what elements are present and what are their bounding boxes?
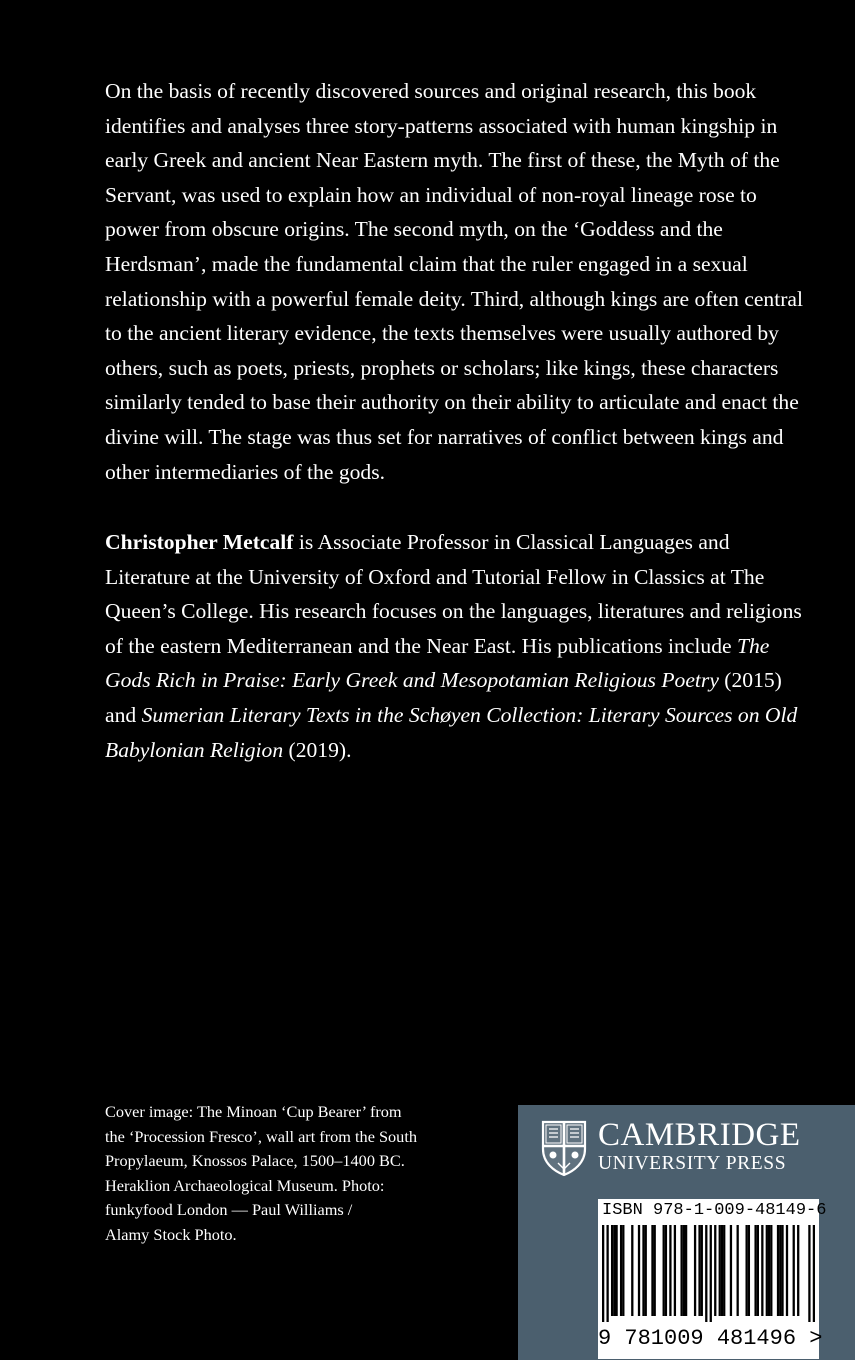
barcode-bar bbox=[723, 1225, 725, 1316]
barcode-bar bbox=[611, 1225, 613, 1316]
barcode-bar bbox=[674, 1225, 676, 1316]
barcode-bar bbox=[685, 1225, 687, 1316]
barcode-bar bbox=[754, 1225, 756, 1316]
author-name: Christopher Metcalf bbox=[105, 530, 294, 554]
barcode-bar bbox=[613, 1225, 615, 1316]
barcode-bar bbox=[770, 1225, 772, 1316]
description-text: On the basis of recently discovered sources and original research, this book identifies and analyses three story-patterns associated with human kingship in early Greek and ancient Near Eastern myth. The first of these, the Myth of the Servant, was used to explain how an individual of non-royal lineage rose to power from obscure origins. The second myth, on the ‘Goddess and the Herdsman’, made the fundamental claim that the ruler engaged in a sexual relationship with a powerful female deity. Third, although kings are often central to the ancient literary evidence, the texts themselves were usually authored by others, such as poets, priests, prophets or scholars; like kings, these characters similarly tended to base their authority on their ability to articulate and enact the divine will. The stage was thus set for narratives of conflict between kings and other intermediaries of the gods. bbox=[105, 79, 803, 484]
barcode-bar bbox=[786, 1225, 788, 1316]
isbn-barcode bbox=[598, 1199, 827, 1359]
barcode-bar bbox=[793, 1225, 795, 1316]
credit-line: Heraklion Archaeological Museum. Photo: bbox=[105, 1175, 385, 1195]
ean-digits: 9 781009 481496 > bbox=[598, 1326, 823, 1351]
barcode-bar bbox=[777, 1225, 779, 1316]
barcode-bar bbox=[606, 1225, 608, 1322]
publisher-panel bbox=[518, 1105, 855, 1360]
book-title-2: Sumerian Literary Texts in the Schøyen Collection: Literary Sources on Old Babylonian Religion bbox=[105, 702, 798, 762]
barcode-bar bbox=[683, 1225, 685, 1316]
barcode-bar bbox=[622, 1225, 624, 1316]
barcode-bar bbox=[710, 1225, 712, 1322]
barcode-bar bbox=[620, 1225, 622, 1316]
publisher-name: CAMBRIDGE bbox=[598, 1117, 801, 1153]
bio-text-2: (2015) and bbox=[105, 668, 782, 727]
barcode-bar bbox=[698, 1225, 700, 1316]
barcode-bar bbox=[631, 1225, 633, 1316]
credit-line: Alamy Stock Photo. bbox=[105, 1224, 237, 1244]
barcode-bar bbox=[745, 1225, 747, 1316]
barcode-bar bbox=[638, 1225, 640, 1316]
publisher-subname: UNIVERSITY PRESS bbox=[598, 1153, 787, 1174]
cambridge-crest-icon bbox=[540, 1119, 588, 1177]
barcode-bar bbox=[748, 1225, 750, 1316]
author-biography bbox=[105, 525, 805, 767]
barcode-bars bbox=[602, 1225, 815, 1322]
barcode-bar bbox=[705, 1225, 707, 1322]
barcode-bar bbox=[766, 1225, 768, 1316]
barcode-bar bbox=[721, 1225, 723, 1316]
credit-line: the ‘Procession Fresco’, wall art from the South bbox=[105, 1126, 417, 1146]
barcode-bar bbox=[663, 1225, 665, 1316]
barcode-bar bbox=[797, 1225, 799, 1316]
barcode-bar bbox=[757, 1225, 759, 1316]
credit-line: funkyfood London — Paul Williams / bbox=[105, 1200, 353, 1219]
cover-image-credit bbox=[105, 1100, 505, 1247]
barcode-bar bbox=[761, 1225, 763, 1316]
bio-text-3: (2019). bbox=[283, 737, 352, 762]
barcode-bar bbox=[714, 1225, 716, 1316]
barcode-bar bbox=[669, 1225, 671, 1316]
barcode-bar bbox=[665, 1225, 667, 1316]
book-title-1: The Gods Rich in Praise: Early Greek and Mesopotamian Religious Poetry bbox=[105, 633, 770, 693]
credit-line: Cover image: The Minoan ‘Cup Bearer’ from bbox=[105, 1102, 402, 1121]
isbn-label: ISBN 978-1-009-48149-6 bbox=[602, 1201, 827, 1220]
barcode-bar bbox=[694, 1225, 696, 1316]
barcode-bar bbox=[615, 1225, 617, 1316]
barcode-bar bbox=[808, 1225, 810, 1322]
barcode-bar bbox=[779, 1225, 781, 1316]
barcode-bar bbox=[813, 1225, 815, 1322]
barcode-bar bbox=[680, 1225, 682, 1316]
barcode-bar bbox=[645, 1225, 647, 1316]
barcode-bar bbox=[719, 1225, 721, 1316]
barcode-bar bbox=[737, 1225, 739, 1316]
book-description bbox=[105, 74, 805, 489]
credit-line: Propylaeum, Knossos Palace, 1500–1400 BC. bbox=[105, 1151, 405, 1170]
barcode-bar bbox=[730, 1225, 732, 1316]
barcode-bar bbox=[654, 1225, 656, 1316]
bio-text-1: is Associate Professor in Classical Languages and Literature at the University of Oxford and Tutorial Fellow in Classics at The Queen’s College. His research focuses on the languages, literatures and religions of the eastern Mediterranean and the Near East. His publications include bbox=[105, 530, 802, 658]
barcode-bar bbox=[651, 1225, 653, 1316]
barcode-bar bbox=[701, 1225, 703, 1316]
barcode-bar bbox=[602, 1225, 604, 1322]
barcode-bar bbox=[781, 1225, 783, 1316]
barcode-bar bbox=[768, 1225, 770, 1316]
barcode-bar bbox=[642, 1225, 644, 1316]
